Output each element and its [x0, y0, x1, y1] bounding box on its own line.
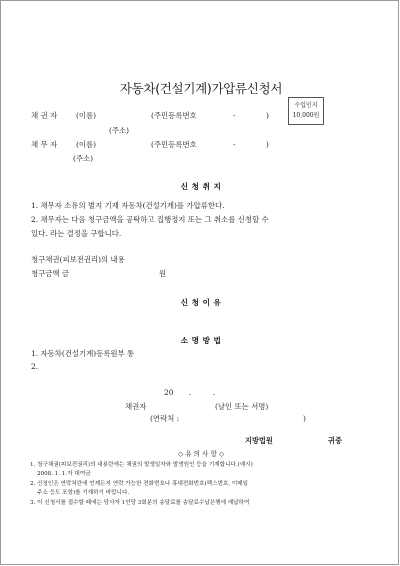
notes-heading: ◇ 유 의 사 항 ◇: [177, 450, 225, 458]
evidence-heading: 소 명 방 법: [180, 336, 222, 345]
date-year: 20: [164, 388, 174, 397]
claim-amount-unit: 원: [159, 269, 167, 278]
creditor-address: (주소): [109, 126, 130, 135]
purpose-item-2-cont: 있다. 라는 결정을 구합니다.: [31, 229, 122, 238]
court-name: 지방법원: [245, 436, 273, 445]
court-suffix: 귀중: [328, 436, 342, 445]
revenue-stamp-box: [288, 97, 324, 125]
note-1-cont: 2008. 1. 1.자 대여금: [37, 471, 91, 477]
evidence-item-1: 1. 자동차(건설기계)등록원부 통: [31, 349, 135, 358]
debtor-name: (이름): [76, 140, 97, 149]
creditor-label: 채 권 자: [31, 111, 58, 120]
creditor-name: (이름): [76, 111, 97, 120]
stamp-amount: 10,000원: [292, 112, 320, 119]
debtor-label: 채 무 자: [31, 140, 58, 149]
document-title: 자동차(건설기계)가압류신청서: [119, 81, 283, 96]
debtor-id-close: ): [266, 140, 269, 149]
creditor-id-dash: -: [233, 111, 236, 120]
purpose-item-1: 1. 채무자 소유의 별지 기재 자동차(건설기계)를 가압류한다.: [31, 201, 225, 210]
note-2-cont: 주소 등도 포함)를 기재하기 바랍니다.: [37, 490, 130, 496]
purpose-heading: 신 청 취 지: [180, 182, 222, 191]
evidence-item-2: 2.: [31, 362, 39, 371]
reason-heading: 신 청 이 유: [180, 298, 222, 307]
debtor-id-number: (주민등록번호: [151, 140, 197, 149]
claim-content: 청구채권(피보전권리)의 내용: [31, 255, 125, 264]
note-3: 3. 이 신청서를 접수할 때에는 당사자 1인당 3회분의 송달료를 송달료수납은행에 예납하여: [30, 500, 250, 506]
date-dot-2: .: [213, 388, 216, 397]
stamp-label: 수입인지: [294, 102, 318, 109]
debtor-address: (주소): [73, 154, 94, 163]
note-1: 1. 청구채권(피보전권리)의 내용란에는 채권의 발생일자와 발생원인 등을 기재합니다.(예시): [30, 462, 253, 468]
creditor-id-close: ): [266, 111, 269, 120]
creditor-id-number: (주민등록번호: [151, 111, 197, 120]
date-dot-1: .: [189, 388, 192, 397]
note-2: 2. 신청인은 연락처란에 언제든지 연락 가능한 전화번호나 휴대전화번호(팩스번호, 이메일: [30, 481, 249, 487]
claim-amount-label: 청구금액 금: [31, 269, 70, 278]
applicant-label: 채권자: [125, 402, 147, 411]
debtor-id-dash: -: [233, 140, 236, 149]
purpose-item-2: 2. 채무자는 다음 청구금액을 공탁하고 집행정지 또는 그 취소를 신청할 수: [31, 215, 269, 224]
seal-label: (날인 또는 서명): [215, 402, 269, 411]
contact-label: (연락처 :: [150, 414, 180, 423]
contact-close: ): [303, 414, 306, 423]
